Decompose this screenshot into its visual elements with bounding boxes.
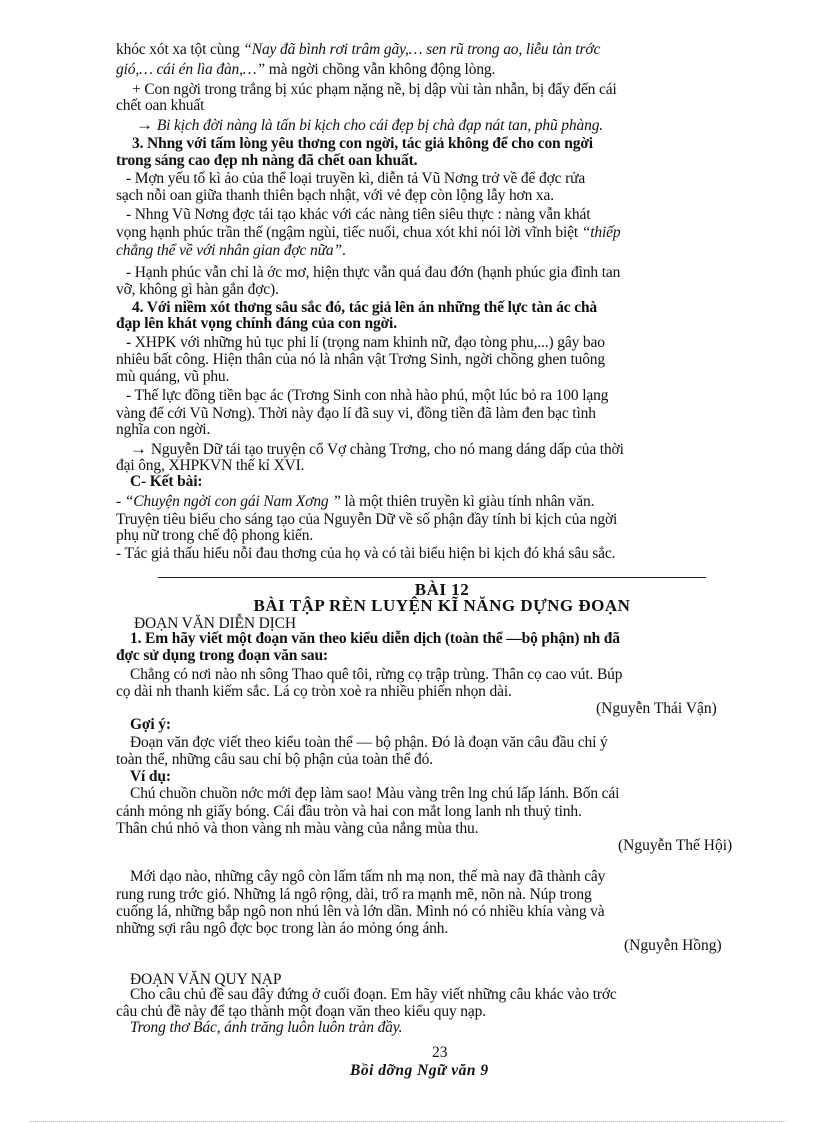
- text-line: Chú chuồn chuồn nớc mới đẹp làm sao! Màu vàng trên lng chú lấp lánh. Bốn cái: [130, 785, 620, 802]
- text-line: - Hạnh phúc vẫn chỉ là ớc mơ, hiện thực vẫn quá đau đớn (hạnh phúc gia đình tan: [126, 264, 621, 281]
- text-line: vàng để cới Vũ Nơng). Thời này đạo lí đã suy vi, đồng tiền đã làm đen bạc tình: [116, 405, 596, 422]
- text-line: - Nhng Vũ Nơng đợc tái tạo khác với các nàng tiên siêu thực : nàng vẫn khát: [126, 206, 591, 223]
- text-line: - “Chuyện ngời con gái Nam Xơng ” là một thiên truyền kì giàu tính nhân văn.: [116, 493, 595, 510]
- page-edge: [30, 1121, 786, 1122]
- section-heading: đạp lên khát vọng chính đáng của con ngời.: [116, 315, 397, 332]
- subsection-heading: ĐOẠN VĂN QUY NẠP: [130, 971, 282, 988]
- text-line: khóc xót xa tột cùng “Nay đã bình rơi trâm gãy,… sen rũ trong ao, liễu tàn trớc: [116, 41, 601, 58]
- text-line: cọ dài nh thanh kiếm sắc. Lá cọ tròn xoè ra nhiều phiến nhọn dài.: [116, 683, 512, 700]
- right-arrow-icon: →: [136, 115, 153, 134]
- text-line: → Nguyễn Dữ tái tạo truyện cổ Vợ chàng Trơng, cho nó mang dáng dấp của thời: [130, 439, 624, 458]
- subheading: Ví dụ:: [130, 768, 171, 785]
- divider: [158, 577, 706, 578]
- text-line: Chẳng có nơi nào nh sông Thao quê tôi, rừng cọ trập trùng. Thân cọ cao vút. Búp: [130, 666, 623, 683]
- right-arrow-icon: →: [130, 439, 147, 458]
- section-heading: trong sáng cao đẹp nh nàng đã chết oan khuất.: [116, 152, 418, 169]
- lesson-title: BÀI TẬP RÈN LUYỆN KĨ NĂNG DỰNG ĐOẠN: [253, 596, 631, 615]
- text-line: - XHPK với những hủ tục phi lí (trọng nam khinh nữ, đạo tòng phu,...) gây bao: [126, 334, 605, 351]
- text-line: gió,… cái én lìa đàn,…” mà ngời chồng vẫn không động lòng.: [116, 61, 496, 78]
- section-heading: 3. Nhng với tấm lòng yêu thơng con ngời, tác giả không để cho con ngời: [132, 135, 593, 152]
- text-line: chẳng thể về với nhân gian đợc nữa”.: [116, 242, 346, 259]
- text-line: Đoạn văn đợc viết theo kiểu toàn thể — bộ phận. Đó là đoạn văn câu đầu chỉ ý: [130, 734, 608, 751]
- footer-book-title: Bồi dỡng Ngữ văn 9: [350, 1062, 489, 1079]
- text-line: chết oan khuất: [116, 97, 205, 114]
- text-line: sạch nỗi oan giữa thanh thiên bạch nhật, với vẻ đẹp còn lộng lẫy hơn xa.: [116, 187, 554, 204]
- text-line: mù quáng, vũ phu.: [116, 368, 230, 385]
- text-line: - Tác giả thấu hiểu nỗi đau thơng của họ và có tài biểu hiện bi kịch đó khá sâu sắc.: [116, 545, 616, 562]
- section-heading: C- Kết bài:: [130, 473, 203, 490]
- text-line: cuống lá, những bắp ngô non nhú lên và lớn dần. Mình nó có nhiều khía vàng và: [116, 903, 605, 920]
- subheading: Gợi ý:: [130, 716, 171, 733]
- text-line: vọng hạnh phúc trần thế (ngậm ngùi, tiếc nuối, chua xót khi nói lời vĩnh biệt “thiếp: [116, 224, 621, 241]
- author-credit: (Nguyễn Thái Vận): [596, 700, 717, 717]
- author-credit: (Nguyễn Thế Hội): [618, 837, 733, 854]
- text-line: nhiêu bất công. Hiện thân của nó là nhân vật Trơng Sinh, ngời chồng ghen tuông: [116, 351, 606, 368]
- subsection-heading: ĐOẠN VĂN DIỄN DỊCH: [134, 615, 296, 632]
- text-line: nghĩa con ngời.: [116, 421, 211, 438]
- text-line: - Mợn yếu tố kì ảo của thể loại truyền kì, diễn tả Vũ Nơng trở về để đợc rửa: [126, 170, 586, 187]
- exercise-question: đợc sử dụng trong đoạn văn sau:: [116, 647, 328, 664]
- text-line: cánh mỏng nh giấy bóng. Cái đầu tròn và hai con mắt long lanh nh thuỷ tinh.: [116, 803, 582, 820]
- section-heading: 4. Với niềm xót thơng sâu sắc đó, tác giả lên án những thế lực tàn ác chà: [132, 299, 598, 316]
- text-line: - Thế lực đồng tiền bạc ác (Trơng Sinh con nhà hào phú, một lúc bỏ ra 100 lạng: [126, 387, 609, 404]
- text-line: Thân chú nhỏ và thon vàng nh màu vàng của nắng mùa thu.: [116, 820, 479, 837]
- lesson-number: BÀI 12: [414, 580, 470, 599]
- text-line: phụ nữ trong chế độ phong kiến.: [116, 527, 314, 544]
- exercise-question: 1. Em hãy viết một đoạn văn theo kiểu diễn dịch (toàn thể —bộ phận) nh đã: [130, 630, 620, 647]
- text-line: rung rung trớc gió. Những lá ngô rộng, dài, trổ ra mạnh mẽ, nõn nà. Núp trong: [116, 886, 592, 903]
- text-line: vỡ, không gì hàn gắn đợc).: [116, 281, 279, 298]
- text-line: + Con ngời trong trắng bị xúc phạm nặng nề, bị dập vùi tàn nhẫn, bị đẩy đến cái: [132, 81, 617, 98]
- text-line: → Bi kịch đời nàng là tấn bi kịch cho cái đẹp bị chà đạp nát tan, phũ phàng.: [136, 115, 604, 134]
- page-number: 23: [432, 1044, 448, 1061]
- text-line: Cho câu chủ đề sau đây đứng ở cuối đoạn. Em hãy viết những câu khác vào trớc: [130, 986, 617, 1003]
- text-line: đại ông, XHPKVN thế kỉ XVI.: [116, 457, 305, 474]
- text-line: toàn thể, những câu sau chỉ bộ phận của toàn thể đó.: [116, 751, 433, 768]
- text-line: Mới dạo nào, những cây ngô còn lấm tấm nh mạ non, thế mà nay đã thành cây: [130, 868, 606, 885]
- text-line: những sợi râu ngô đợc bọc trong làn áo mỏng óng ánh.: [116, 920, 449, 937]
- text-line: Trong thơ Bác, ánh trăng luôn luôn tràn đầy.: [130, 1019, 403, 1036]
- text-line: câu chủ đề này để tạo thành một đoạn văn theo kiểu quy nạp.: [116, 1003, 486, 1020]
- author-credit: (Nguyễn Hồng): [624, 937, 722, 954]
- text-line: Truyện tiêu biểu cho sáng tạo của Nguyễn Dữ về số phận đầy tính bi kịch của ngời: [116, 511, 618, 528]
